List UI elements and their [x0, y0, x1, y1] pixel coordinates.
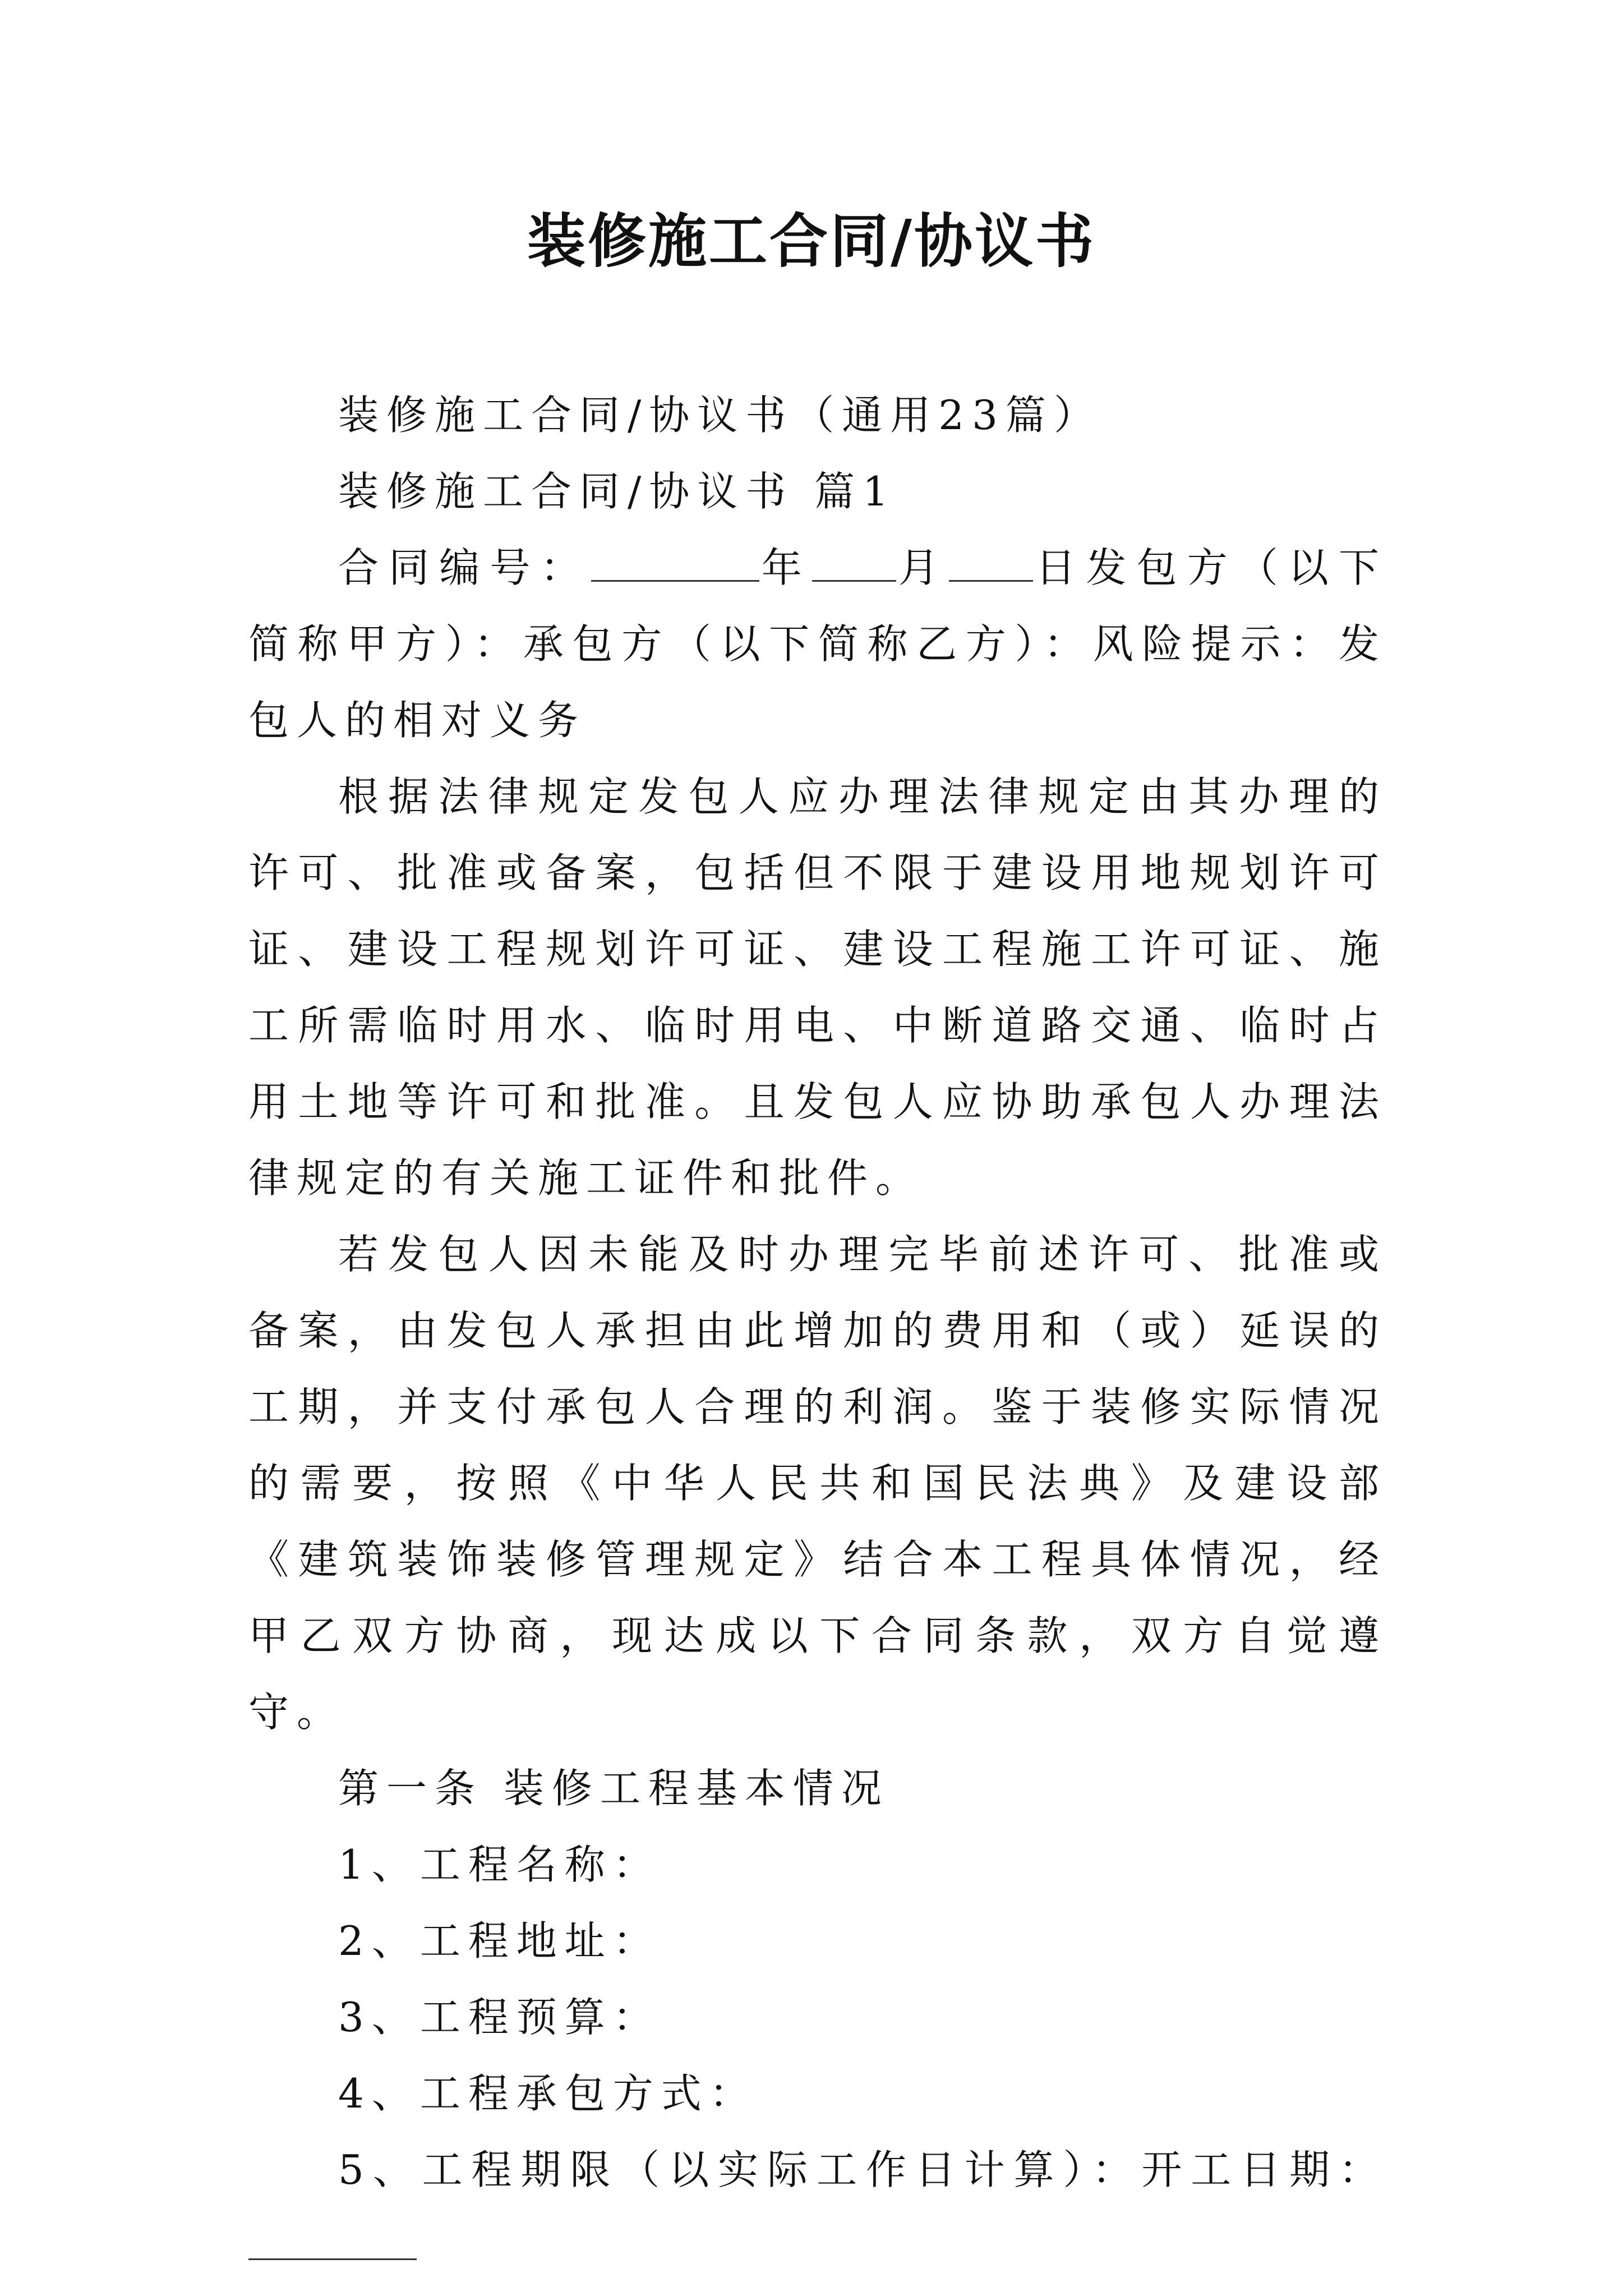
- start-date-blank: [248, 2227, 417, 2260]
- month-label: 月: [896, 544, 949, 591]
- list-item-duration: [248, 2132, 1387, 2284]
- day-blank: [949, 549, 1033, 582]
- document-title: 装修施工合同/协议书: [527, 206, 1096, 275]
- list-item: 4、工程承包方式：: [338, 2070, 758, 2117]
- duration-text: 5、工程期限（以实际工作日计算）：开工日期：: [338, 2146, 1387, 2193]
- list-item: 3、工程预算：: [338, 1994, 661, 2041]
- month-blank: [812, 549, 896, 582]
- list-item: 1、工程名称：: [338, 1841, 661, 1888]
- contract-number-blank: [591, 549, 759, 582]
- contract-number-label: 合同编号：: [338, 544, 591, 591]
- list-item: 2、工程地址：: [338, 1917, 661, 1964]
- contract-parties-text: 日发包方（以下简称甲方）：承包方（以下简称乙方）：风险提示：发包人的相对义务: [248, 544, 1387, 744]
- section-heading: 装修施工合同/协议书 篇1: [338, 468, 896, 515]
- contract-number-paragraph: [248, 530, 1387, 758]
- document-body: [248, 377, 1387, 2284]
- body-paragraph: 若发包人因未能及时办理完毕前述许可、批准或备案，由发包人承担由此增加的费用和（或）延误的工期，并支付承包人合理的利润。鉴于装修实际情况的需要，按照《中华人民共和国民法典》及建设部《建筑装饰装修管理规定》结合本工程具体情况，经甲乙双方协商，现达成以下合同条款，双方自觉遵守。: [248, 1231, 1387, 1736]
- body-paragraph: 根据法律规定发包人应办理法律规定由其办理的许可、批准或备案，包括但不限于建设用地规划许可证、建设工程规划许可证、建设工程施工许可证、施工所需临时用水、临时用电、中断道路交通、临时占用土地等许可和批准。且发包人应协助承包人办理法律规定的有关施工证件和批件。: [248, 773, 1387, 1202]
- year-label: 年: [759, 544, 812, 591]
- subtitle-line: 装修施工合同/协议书（通用23篇）: [338, 392, 1102, 439]
- article-heading: 第一条 装修工程基本情况: [338, 1765, 889, 1812]
